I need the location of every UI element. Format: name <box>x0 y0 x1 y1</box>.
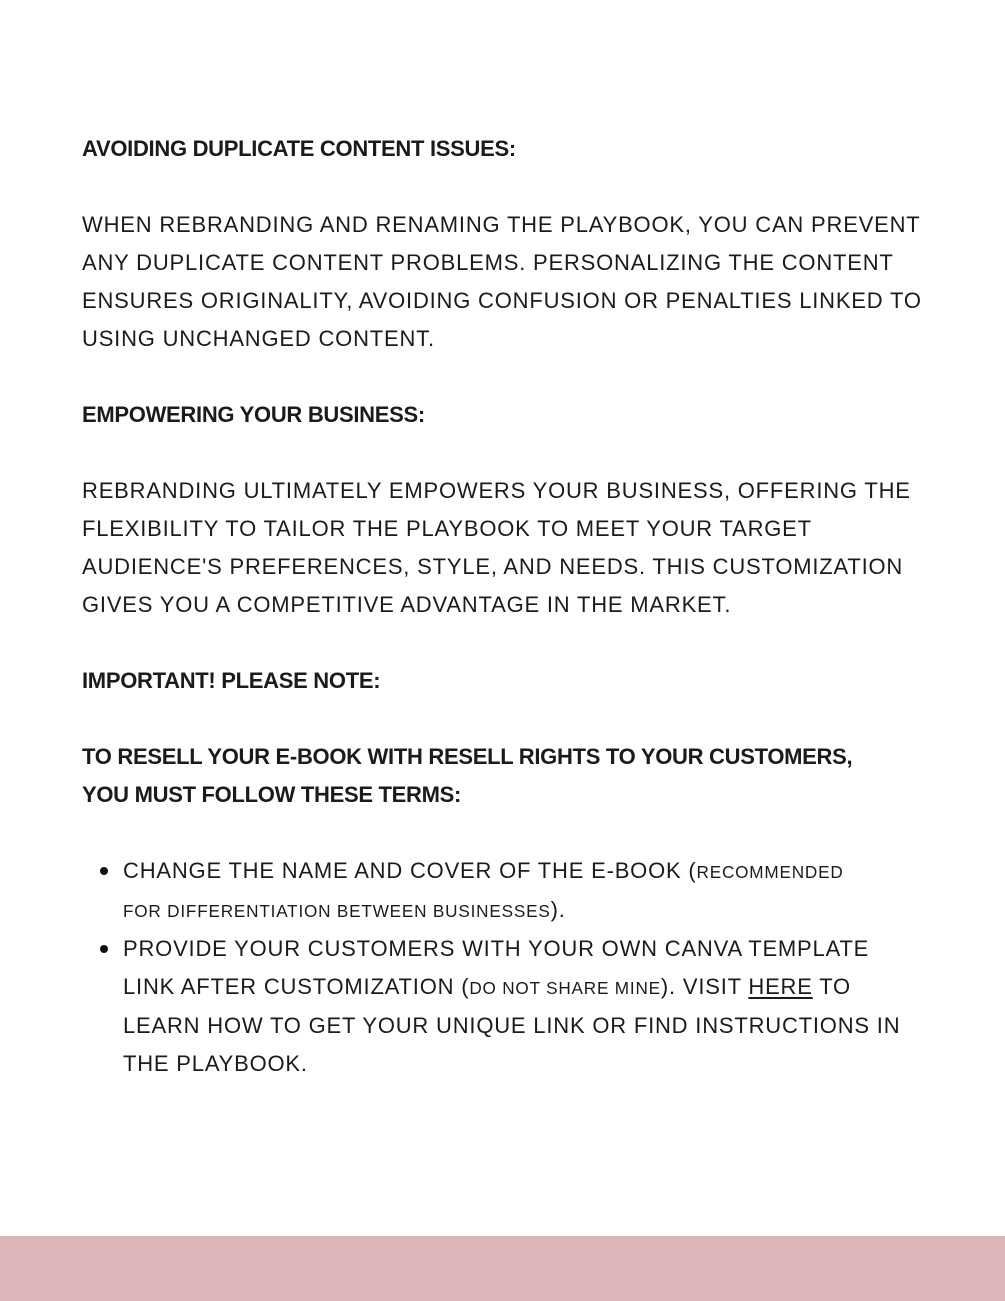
text-segment: RECOMMENDED <box>696 862 844 882</box>
list-item <box>100 930 922 1083</box>
text-segment: LEARN HOW TO GET YOUR UNIQUE LINK OR FIND INSTRUCTIONS IN <box>123 1013 901 1038</box>
bullet-provide-template-link <box>123 930 900 1083</box>
text-line: YOU MUST FOLLOW THESE TERMS: <box>82 782 462 807</box>
section-heading-important-note: IMPORTANT! PLEASE NOTE: <box>82 668 381 693</box>
text-line <box>123 1045 900 1083</box>
text-line: TO RESELL YOUR E-BOOK WITH RESELL RIGHTS TO YOUR CUSTOMERS, <box>82 744 853 769</box>
text-line <box>123 852 844 891</box>
text-segment: PROVIDE YOUR CUSTOMERS WITH YOUR OWN CANVA TEMPLATE <box>123 936 870 961</box>
text-segment: DO NOT SHARE MINE <box>469 978 661 998</box>
text-segment: ). VISIT <box>660 974 749 999</box>
section-heading-duplicate-content: AVOIDING DUPLICATE CONTENT ISSUES: <box>82 136 516 161</box>
section-heading-empowering-business: EMPOWERING YOUR BUSINESS: <box>82 402 425 427</box>
text-line: FLEXIBILITY TO TAILOR THE PLAYBOOK TO MEET YOUR TARGET <box>82 516 812 541</box>
here-link[interactable]: HERE <box>748 974 813 999</box>
text-segment: CHANGE THE NAME AND COVER OF THE E-BOOK ( <box>123 858 697 883</box>
bullet-change-name-cover <box>123 852 844 930</box>
text-segment: LINK AFTER CUSTOMIZATION ( <box>123 974 470 999</box>
text-segment: THE PLAYBOOK. <box>123 1051 308 1076</box>
text-line <box>123 891 844 930</box>
text-segment: ). <box>550 897 566 922</box>
terms-bullet-list <box>82 852 922 1083</box>
text-line: ENSURES ORIGINALITY, AVOIDING CONFUSION OR PENALTIES LINKED TO <box>82 288 922 313</box>
footer-band <box>0 1236 1005 1301</box>
text-segment: TO <box>812 974 851 999</box>
text-line: GIVES YOU A COMPETITIVE ADVANTAGE IN THE MARKET. <box>82 592 732 617</box>
resell-terms-intro <box>82 738 922 814</box>
list-item <box>100 852 922 930</box>
paragraph-duplicate-content <box>82 206 922 358</box>
text-line: REBRANDING ULTIMATELY EMPOWERS YOUR BUSINESS, OFFERING THE <box>82 478 911 503</box>
text-line: USING UNCHANGED CONTENT. <box>82 326 435 351</box>
text-line <box>123 1007 900 1045</box>
text-line <box>123 930 900 968</box>
text-line: ANY DUPLICATE CONTENT PROBLEMS. PERSONALIZING THE CONTENT <box>82 250 894 275</box>
bullet-dot-icon <box>100 867 108 875</box>
text-line: AUDIENCE'S PREFERENCES, STYLE, AND NEEDS. THIS CUSTOMIZATION <box>82 554 904 579</box>
text-segment: FOR DIFFERENTIATION BETWEEN BUSINESSES <box>123 901 551 921</box>
paragraph-empowering-business <box>82 472 922 624</box>
text-line <box>123 968 900 1007</box>
bullet-dot-icon <box>100 945 108 953</box>
text-line: WHEN REBRANDING AND RENAMING THE PLAYBOOK, YOU CAN PREVENT <box>82 212 921 237</box>
